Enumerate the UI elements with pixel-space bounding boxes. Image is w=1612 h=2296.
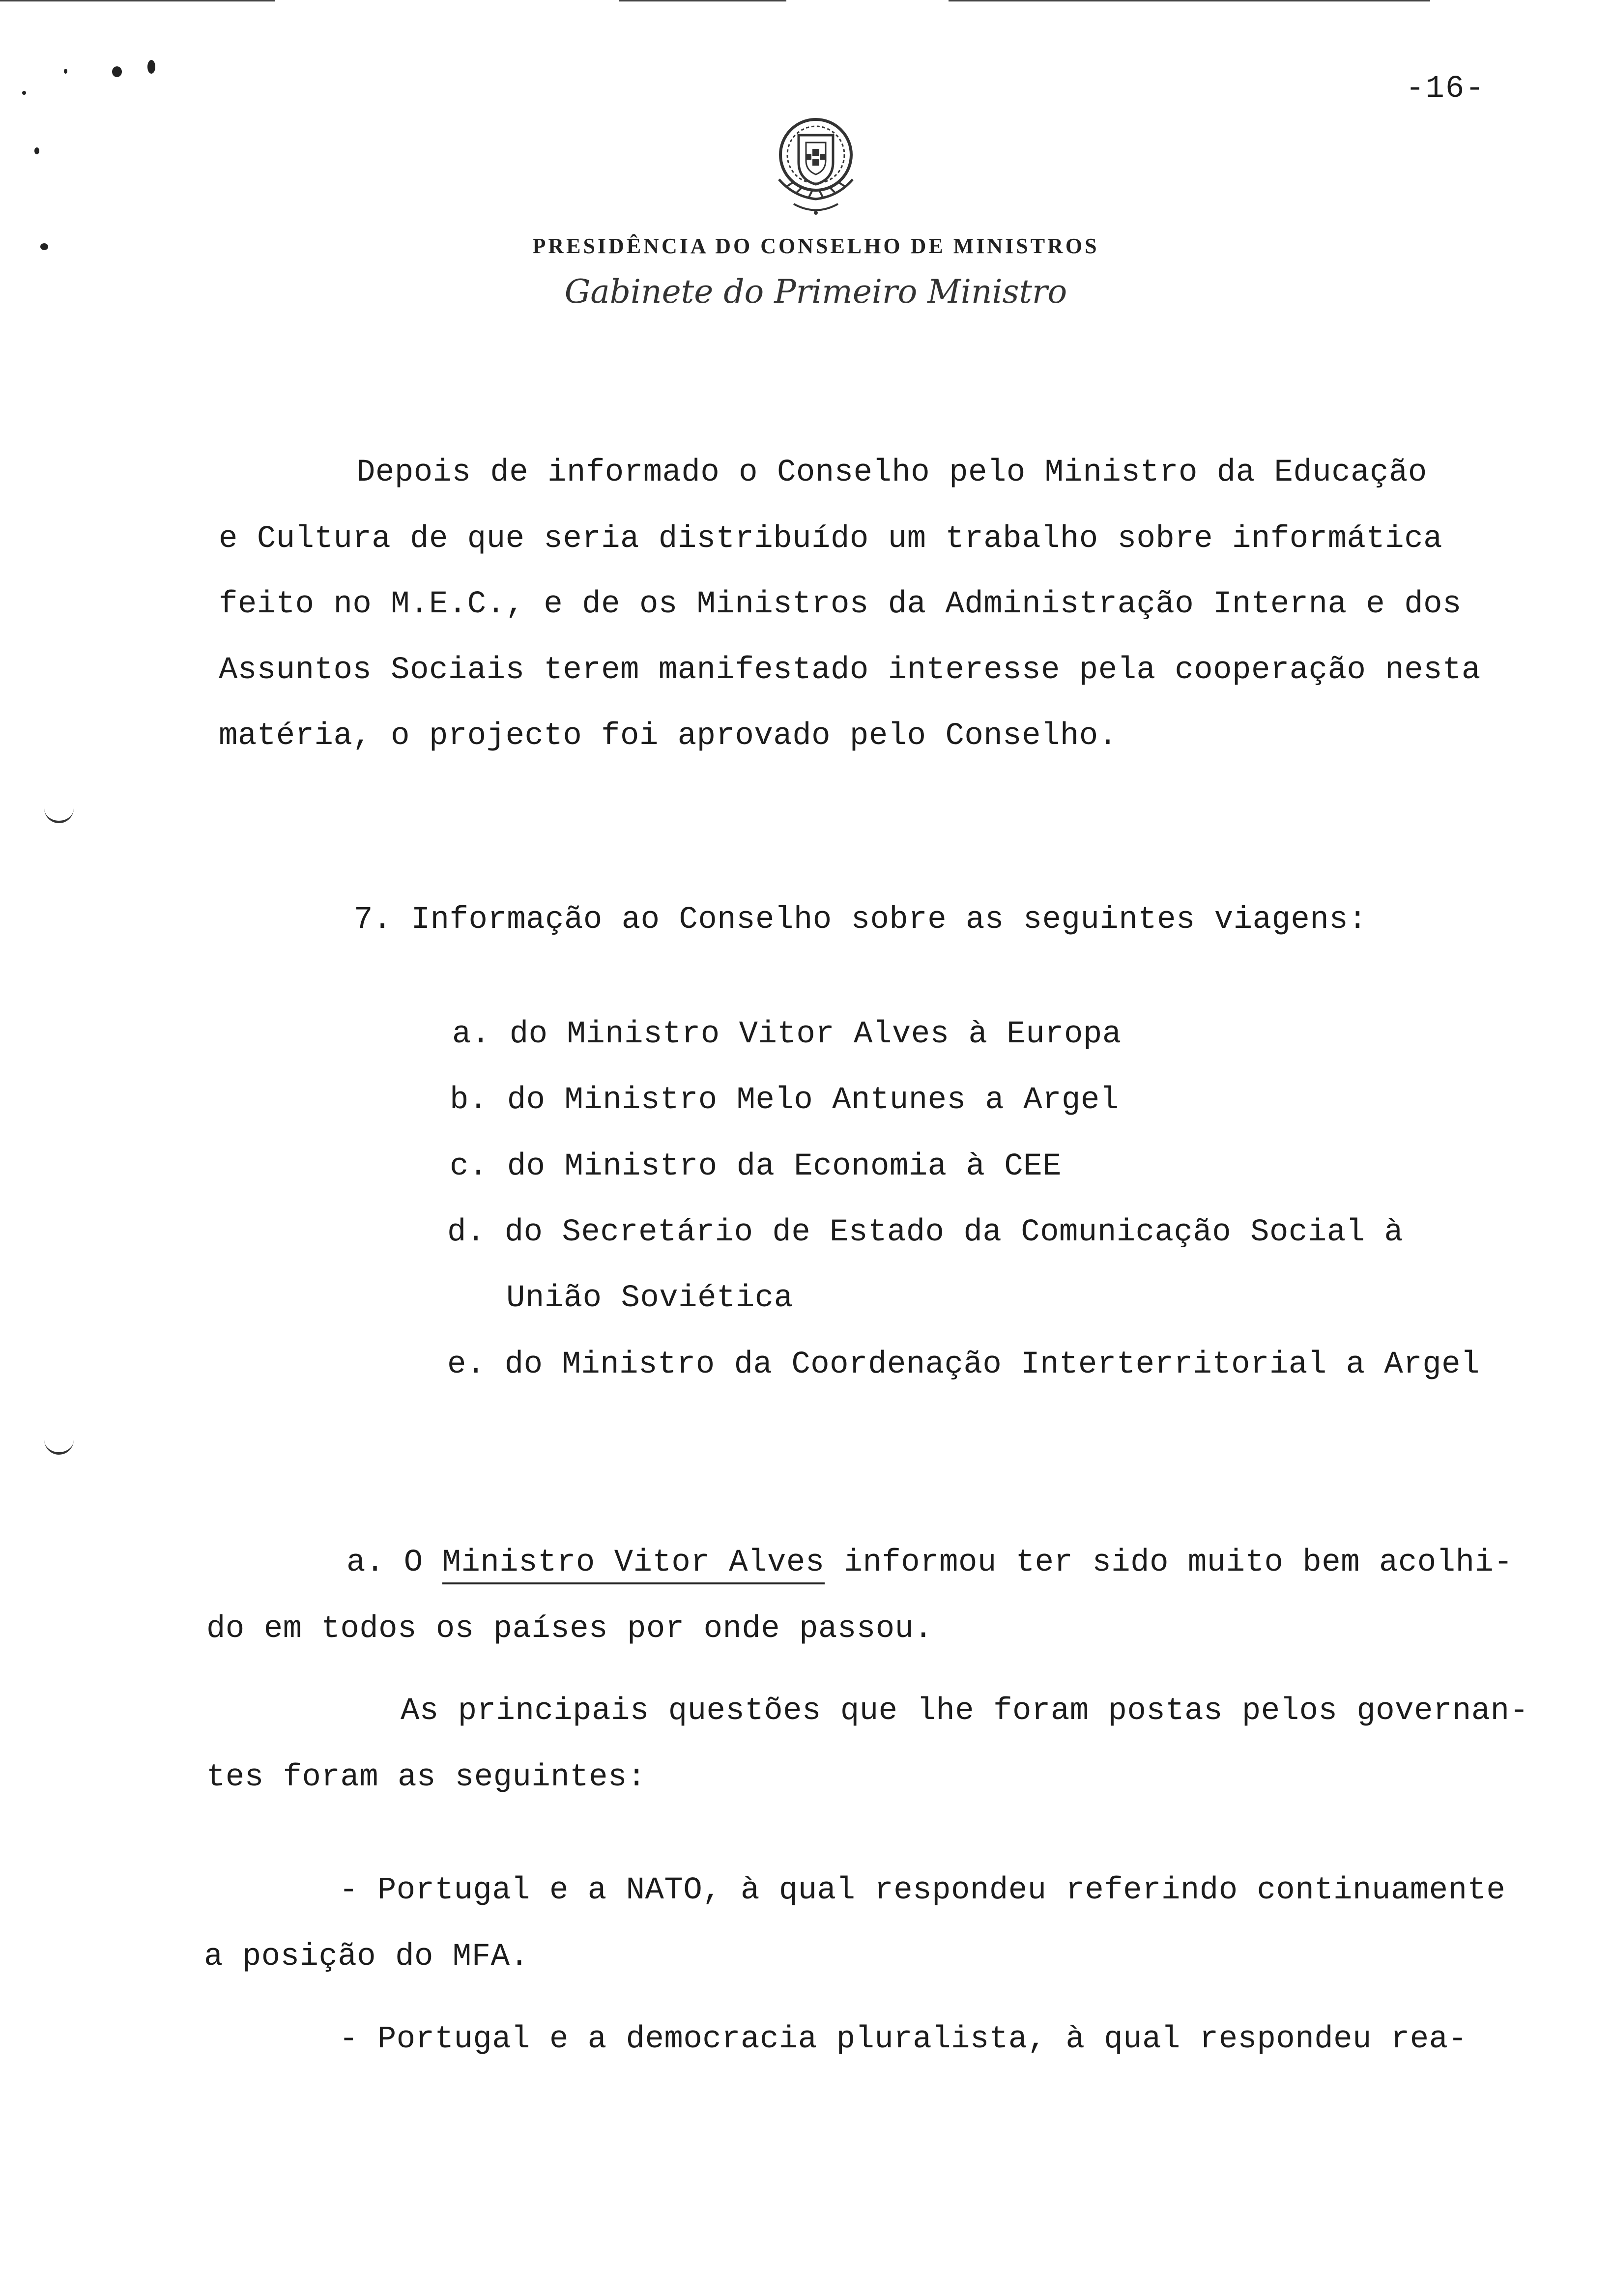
trip-item: c. do Ministro da Economia à CEE (450, 1149, 1062, 1184)
margin-speck (22, 91, 26, 95)
trip-item: a. do Ministro Vitor Alves à Europa (452, 1017, 1122, 1052)
section-a-line (346, 1547, 1513, 1578)
section-a-line-2: do em todos os países por onde passou. (206, 1611, 933, 1647)
questions-intro-line: As principais questões que lhe foram postas pelos governan- (401, 1693, 1529, 1729)
minister-name-underlined: Ministro Vitor Alves (442, 1545, 825, 1584)
page-number: -16- (1406, 71, 1485, 107)
paragraph-line: feito no M.E.C., e de os Ministros da Administração Interna e dos (219, 587, 1462, 622)
margin-speck (34, 147, 39, 154)
point-line: a posição do MFA. (204, 1939, 529, 1975)
trip-item: d. do Secretário de Estado da Comunicação Social à (447, 1215, 1404, 1250)
item-7-heading: 7. Informação ao Conselho sobre as seguintes viagens: (354, 902, 1368, 938)
paragraph-line: Assuntos Sociais terem manifestado interesse pela cooperação nesta (219, 653, 1481, 688)
top-rule-left (0, 0, 275, 1)
trip-item-continuation: União Soviética (506, 1281, 793, 1316)
section-a-suffix: informou ter sido muito bem acolhi- (824, 1545, 1513, 1580)
margin-speck (64, 69, 67, 74)
top-rule-middle (619, 0, 786, 1)
margin-speck (112, 66, 122, 77)
point-line: - Portugal e a NATO, à qual respondeu referindo continuamente (339, 1873, 1506, 1908)
paragraph-line: e Cultura de que seria distribuído um trabalho sobre informática (219, 521, 1442, 557)
margin-mark (44, 806, 74, 823)
header-title: PRESIDÊNCIA DO CONSELHO DE MINISTROS (532, 234, 1099, 258)
trip-item: b. do Ministro Melo Antunes a Argel (450, 1083, 1119, 1118)
margin-speck (147, 60, 155, 74)
header-subtitle: Gabinete do Primeiro Ministro (564, 273, 1067, 311)
margin-speck (40, 243, 48, 250)
point-line: - Portugal e a democracia pluralista, à qual respondeu rea- (339, 2022, 1468, 2057)
top-rule-right (949, 0, 1430, 1)
paragraph-line: Depois de informado o Conselho pelo Ministro da Educação (356, 455, 1427, 490)
coat-of-arms-seal-icon (759, 106, 872, 224)
section-a-prefix: a. O (346, 1545, 442, 1580)
questions-intro-line: tes foram as seguintes: (206, 1760, 646, 1795)
trip-item: e. do Ministro da Coordenação Interterritorial a Argel (447, 1347, 1480, 1382)
paragraph-line: matéria, o projecto foi aprovado pelo Conselho. (219, 718, 1118, 754)
margin-mark (44, 1437, 74, 1455)
